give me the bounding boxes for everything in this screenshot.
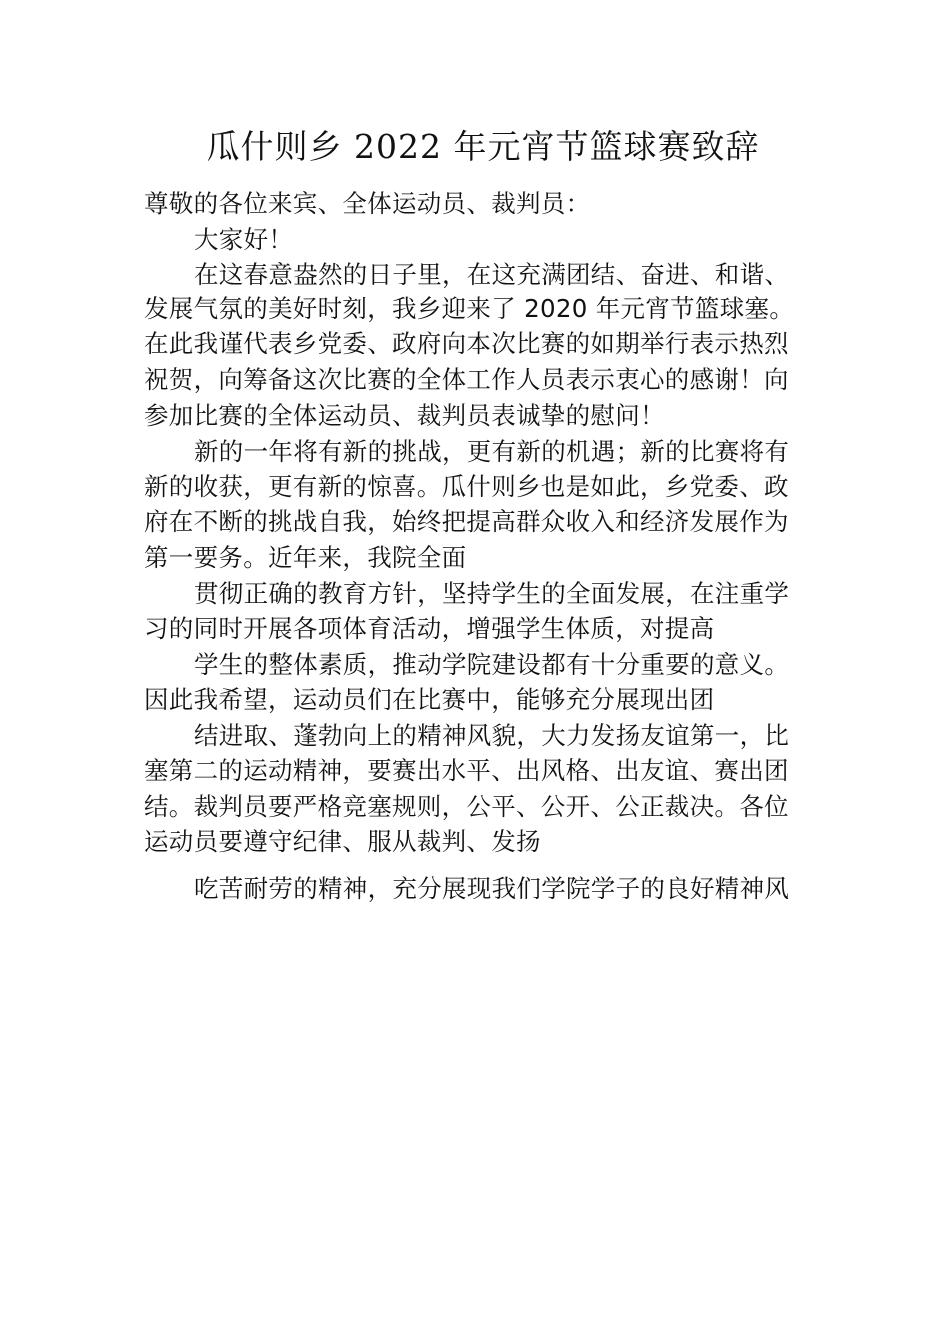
body-line: 结进取、蓬勃向上的精神风貌，大力发扬友谊第一，比 bbox=[194, 721, 790, 750]
body-line: 因此我希望，运动员们在比赛中，能够充分展现出团 bbox=[144, 685, 715, 714]
body-line: 参加比赛的全体运动员、裁判员表诚挚的慰问！ bbox=[144, 401, 665, 430]
body-line: 新的一年将有新的挑战，更有新的机遇；新的比赛将有 bbox=[194, 437, 790, 466]
document-title: 瓜什则乡 2022 年元宵节篮球赛致辞 bbox=[206, 127, 760, 166]
body-line: 第一要务。近年来，我院全面 bbox=[144, 543, 467, 572]
body-line: 新的收获，更有新的惊喜。瓜什则乡也是如此，乡党委、政 bbox=[144, 472, 789, 501]
body-line: 运动员要遵守纪律、服从裁判、发扬 bbox=[144, 827, 541, 856]
greeting-line: 大家好！ bbox=[194, 225, 294, 254]
body-line: 祝贺，向筹备这次比赛的全体工作人员表示衷心的感谢！向 bbox=[144, 365, 789, 394]
body-line: 府在不断的挑战自我，始终把提高群众收入和经济发展作为 bbox=[144, 507, 789, 536]
body-line: 贯彻正确的教育方针，坚持学生的全面发展，在注重学 bbox=[194, 579, 790, 608]
salutation-line: 尊敬的各位来宾、全体运动员、裁判员： bbox=[144, 189, 591, 218]
body-line: 习的同时开展各项体育活动，增强学生体质，对提高 bbox=[144, 614, 715, 643]
body-line: 学生的整体素质，推动学院建设都有十分重要的意义。 bbox=[194, 650, 790, 679]
body-line: 吃苦耐劳的精神，充分展现我们学院学子的良好精神风 bbox=[194, 874, 790, 903]
body-line: 塞第二的运动精神，要赛出水平、出风格、出友谊、赛出团 bbox=[144, 756, 789, 785]
body-line: 在这春意盎然的日子里，在这充满团结、奋进、和谐、 bbox=[194, 260, 790, 289]
body-line: 结。裁判员要严格竞塞规则，公平、公开、公正裁决。各位 bbox=[144, 792, 789, 821]
body-line: 在此我谨代表乡党委、政府向本次比赛的如期举行表示热烈 bbox=[144, 329, 789, 358]
body-line: 发展气氛的美好时刻，我乡迎来了 2020 年元宵节篮球塞。 bbox=[144, 294, 795, 323]
